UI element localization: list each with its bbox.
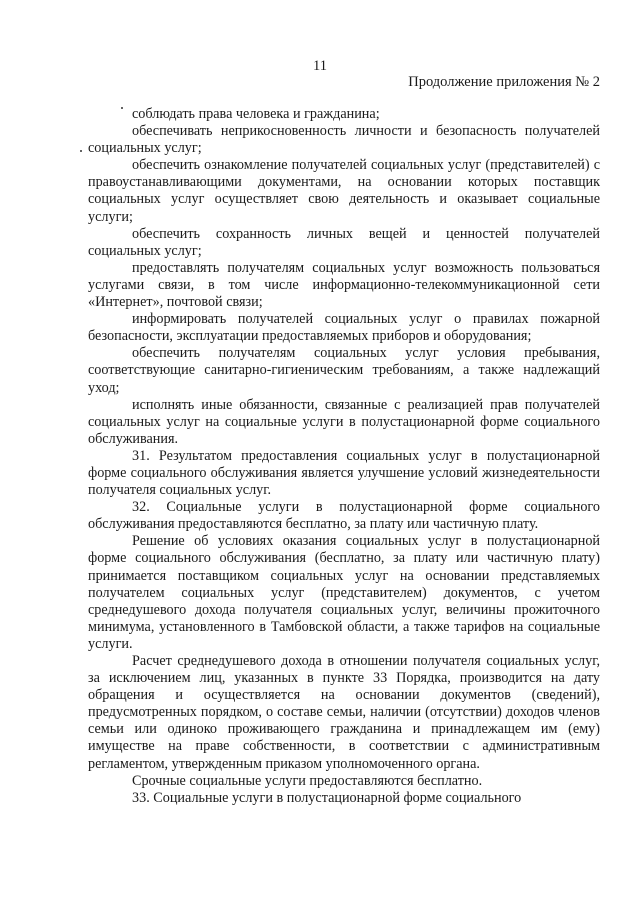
- paragraph: обеспечить ознакомление получателей социальных услуг (представителей) с правоустанавливающими документами, на основании которых поставщик социальных услуг осуществляет свою деятельность и оказывает социальные услуги;: [88, 157, 600, 225]
- paragraph: Решение об условиях оказания социальных услуг в полустационарной форме социального обслуживания (бесплатно, за плату или частичную плату) принимается поставщиком социальных услуг на основании представляемых получателем социальных услуг (представителем) документов, с учетом среднедушевого дохода получателя социальных услуг, величины прожиточного минимума, установленного в Тамбовской области, а также тарифов на социальные услуги.: [88, 533, 600, 652]
- paragraph-item-33: 33. Социальные услуги в полустационарной форме социального: [132, 789, 522, 806]
- paragraph: Срочные социальные услуги предоставляются бесплатно.: [132, 772, 483, 789]
- paragraph-item-31: 31. Результатом предоставления социальных услуг в полустационарной форме социального обслуживания является улучшение условий жизнедеятельности получателя социальных услуг.: [88, 447, 600, 499]
- paragraph: Расчет среднедушевого дохода в отношении получателя социальных услуг, за исключением лиц, указанных в пункте 33 Порядка, производится на дату обращения и осуществляется на основании документов (сведений), предусмотренных порядком, о составе семьи, наличии (отсутствии) доходов членов семьи или одиноко проживающего гражданина и принадлежащем им (ему) имуществе на праве собственности, в соответствии с административным регламентом, утвержденным приказом уполномоченного органа.: [88, 653, 600, 772]
- paragraph: предоставлять получателям социальных услуг возможность пользоваться услугами связи, в том числе информационно-телекоммуникационной сети «Интернет», почтовой связи;: [88, 259, 600, 311]
- paragraph: исполнять иные обязанности, связанные с реализацией прав получателей социальных услуг на социальные услуги в полустационарной форме социального обслуживания.: [88, 396, 600, 447]
- paragraph: обеспечить сохранность личных вещей и ценностей получателей социальных услуг;: [88, 225, 600, 259]
- paragraph-item-32: 32. Социальные услуги в полустационарной форме социального обслуживания предоставляются бесплатно, за плату или частичную плату.: [88, 499, 600, 533]
- paragraph: обеспечивать неприкосновенность личности и безопасность получателей социальных услуг;: [88, 123, 600, 157]
- page-number: 11: [313, 58, 327, 74]
- body-text: [88, 106, 600, 807]
- scan-speck: [80, 150, 82, 152]
- running-header: Продолжение приложения № 2: [408, 74, 600, 90]
- paragraph: соблюдать права человека и гражданина;: [132, 106, 380, 122]
- paragraph: обеспечить получателям социальных услуг условия пребывания, соответствующие санитарно-гигиеническим требованиям, а также надлежащий уход;: [88, 345, 600, 396]
- paragraph: информировать получателей социальных услуг о правилах пожарной безопасности, эксплуатации предоставляемых приборов и оборудования;: [88, 311, 600, 345]
